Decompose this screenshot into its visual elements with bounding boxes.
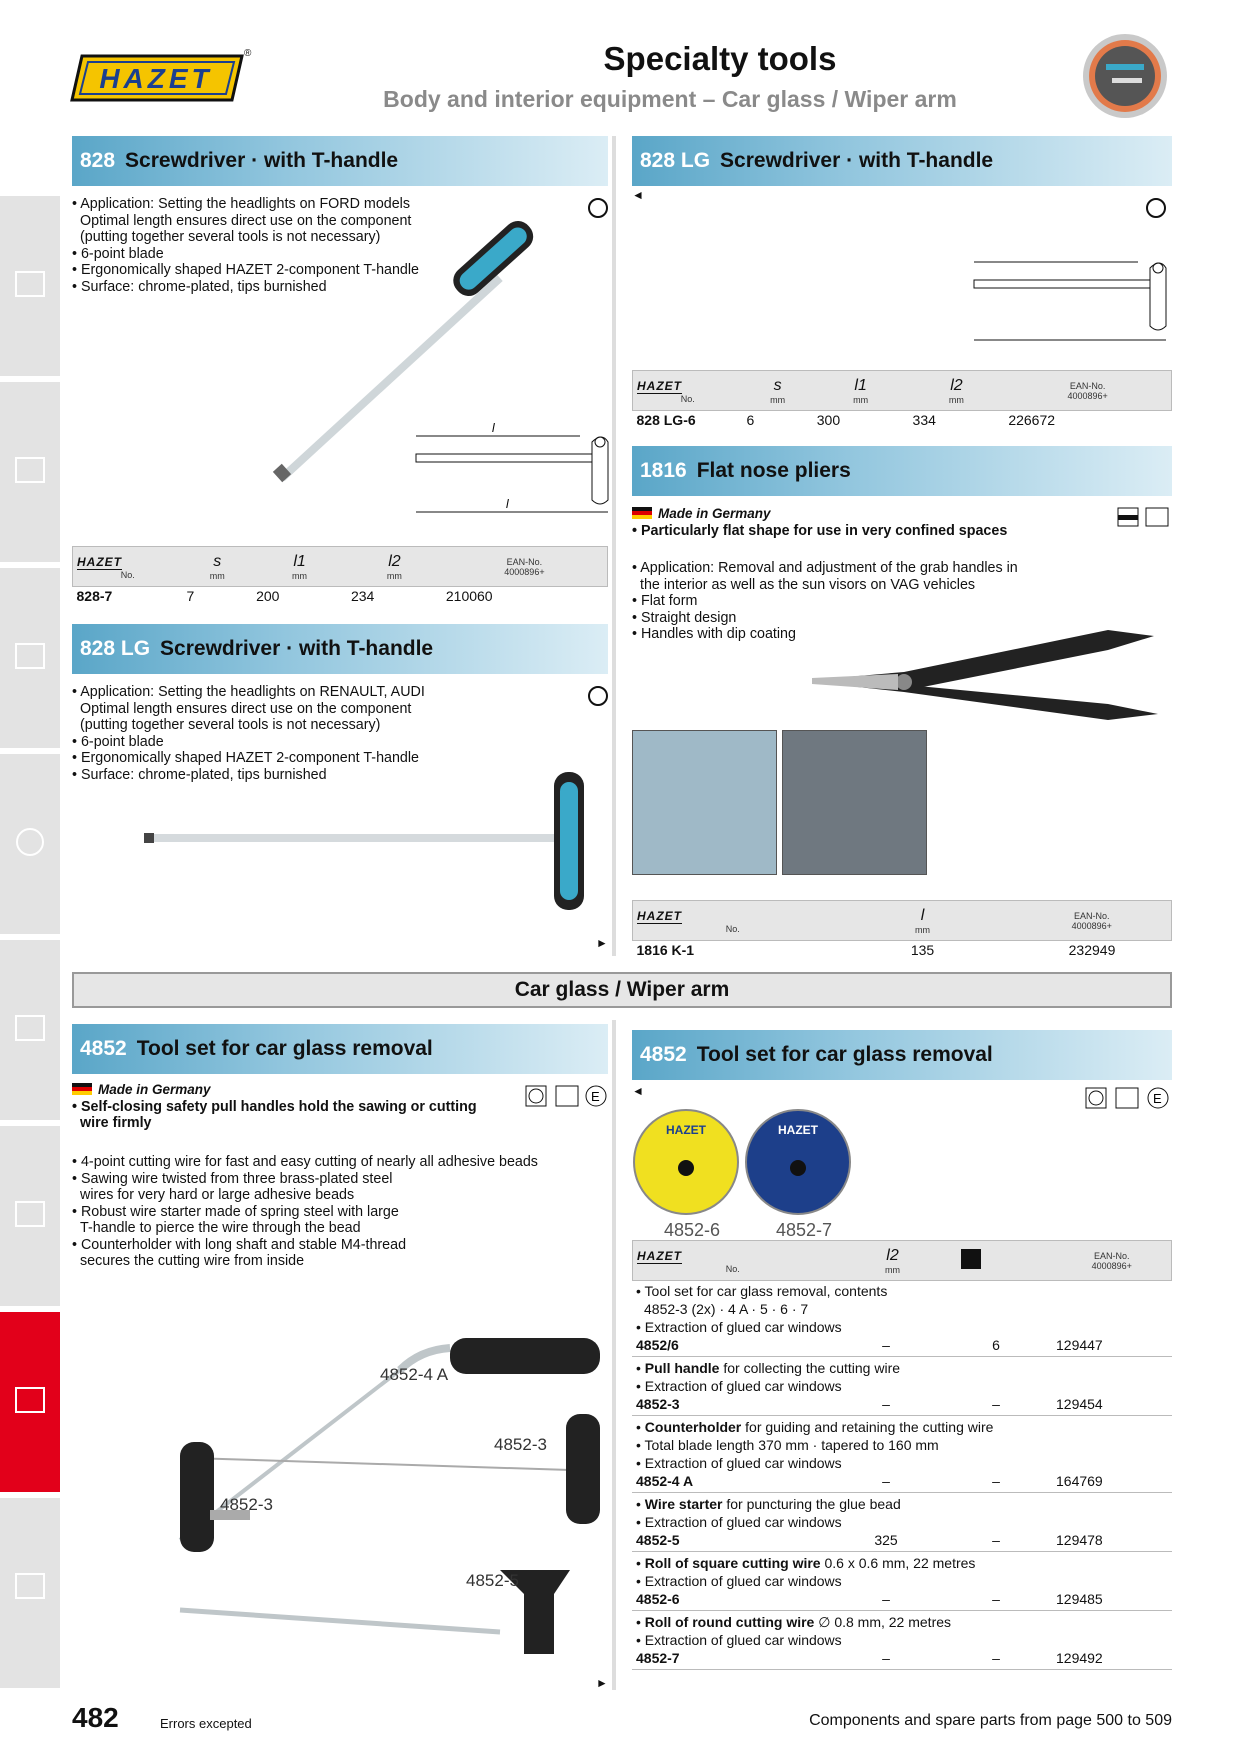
- section-828lg-right-header: 828 LG Screwdriver · with T-handle: [632, 136, 1172, 186]
- dimension-drawing: [412, 402, 612, 522]
- quantity-icon: [957, 1247, 985, 1271]
- s828-features: • Application: Setting the headlights on FORD models Optimal length ensures direct use on the component (putting together several tools is not necessary) • 6-point blade • Ergonomically shaped HAZET 2-component T-handle • Surface: chrome-plated, tips burnished: [72, 196, 419, 295]
- glass-tool-set-image: [170, 1330, 610, 1660]
- svg-text:l: l: [492, 421, 495, 435]
- german-flag-icon: [632, 507, 652, 519]
- wire-reels-image: [632, 1106, 872, 1246]
- tab-icon: [12, 1568, 48, 1604]
- list-item: • Pull handle for collecting the cutting wire • Extraction of glued car windows 4852-3 – – 129454: [632, 1357, 1172, 1416]
- section-828lg-header: 828 LG Screwdriver · with T-handle: [72, 624, 608, 674]
- s828lg-features: • Application: Setting the headlights on RENAULT, AUDI Optimal length ensures direct use on the component (putting together several tools is not necessary) • 6-point blade • Ergonomically shaped HAZET 2-component T-handle • Surface: chrome-plated, tips burnished: [72, 684, 425, 783]
- s828-spec-table: HAZET No. s mm l1 mm l2 mm EAN-No. 4000896+ 828-7 7 200 234 210060: [72, 546, 608, 606]
- tab-icon: [12, 824, 48, 860]
- s1816-features: • Application: Removal and adjustment of the grab handles in the interior as well as the sun visors on VAG vehicles • Flat form • Straight design • Handles with dip coating: [632, 560, 1018, 642]
- s1816-spec-table: HAZET No. l mm EAN-No. 4000896+ 1816 K-1 135 232949: [632, 900, 1172, 960]
- label-4852-3-b: 4852-3: [220, 1495, 273, 1514]
- s828lg-spec-table: HAZET No. s mm l1 mm l2 mm EAN-No. 4000896+ 828 LG-6 6 300 334 226672: [632, 370, 1172, 430]
- reel-label-6: 4852-6: [664, 1220, 721, 1240]
- s4852-spec-header: HAZET No. l2 mm EAN-No. 4000896+: [632, 1240, 1172, 1281]
- tab-icon: [12, 266, 48, 302]
- label-4852-5: 4852-5: [466, 1571, 519, 1590]
- pliers-usage-photo-2: [782, 730, 927, 875]
- section-4852-header: 4852 Tool set for car glass removal: [72, 1024, 608, 1074]
- sidetab-3[interactable]: [0, 568, 60, 748]
- tab-icon: [12, 1382, 48, 1418]
- list-item: • Counterholder for guiding and retaining the cutting wire • Total blade length 370 mm · tapered to 160 mm • Extraction of glued car windows 4852-4 A – – 164769: [632, 1416, 1172, 1493]
- back-arrow-icon: ◄: [632, 188, 644, 202]
- spare-parts-note: Components and spare parts from page 500 to 509: [809, 1712, 1172, 1729]
- section-1816-header: 1816 Flat nose pliers: [632, 446, 1172, 496]
- tab-icon: [12, 1196, 48, 1232]
- hex-profile-icon: [1146, 198, 1166, 218]
- sidetab-5[interactable]: [0, 940, 60, 1120]
- list-item: • Tool set for car glass removal, contents 4852-3 (2x) · 4 A · 5 · 6 · 7 • Extraction of glued car windows 4852/6 – 6 129447: [632, 1280, 1172, 1357]
- svg-text:E: E: [591, 1089, 600, 1104]
- sidetab-2[interactable]: [0, 382, 60, 562]
- page-subtitle: Body and interior equipment – Car glass / Wiper arm: [383, 86, 957, 112]
- tab-icon: [12, 452, 48, 488]
- hex-profile-icon: [588, 198, 608, 218]
- reel-label-7: 4852-7: [776, 1220, 833, 1240]
- s1816-intro: Made in Germany • Particularly flat shape for use in very confined spaces: [632, 506, 1008, 539]
- category-badge-icon: [1082, 28, 1168, 124]
- label-4852-4a: 4852-4 A: [380, 1365, 449, 1384]
- pliers-image: [808, 620, 1172, 740]
- list-item: • Roll of round cutting wire ∅ 0.8 mm, 22 metres • Extraction of glued car windows 4852-7 – – 129492: [632, 1611, 1172, 1670]
- svg-text:l: l: [506, 497, 509, 511]
- s4852-item-list: [632, 1280, 1172, 1670]
- svg-text:HAZET: HAZET: [99, 63, 213, 94]
- errors-note: Errors excepted: [160, 1716, 252, 1731]
- section-car-glass-bar: Car glass / Wiper arm: [72, 972, 1172, 1008]
- page-title: Specialty tools: [603, 40, 837, 77]
- usage-icons: [1116, 506, 1172, 528]
- sidetab-6[interactable]: [0, 1126, 60, 1306]
- s4852-features: • 4-point cutting wire for fast and easy cutting of nearly all adhesive beads • Sawing wire twisted from three brass-plated steel wires for very hard or large adhesive beads • Robust wire starter made of spring steel with large T-handle to pierce the wire through the bead • Counterholder with long shaft and stable M4-thread secures the cutting wire from inside: [72, 1154, 538, 1269]
- sidetab-7-active[interactable]: [0, 1312, 60, 1492]
- label-4852-3: 4852-3: [494, 1435, 547, 1454]
- s4852-intro: Made in Germany • Self-closing safety pull handles hold the sawing or cutting wire firmly: [72, 1082, 477, 1131]
- screwdriver-828lg-image: [140, 766, 610, 916]
- hazet-logo: [72, 48, 252, 104]
- hex-profile-icon: [588, 686, 608, 706]
- section-828-header: 828 Screwdriver · with T-handle: [72, 136, 608, 186]
- tab-icon: [12, 638, 48, 674]
- sidetab-8[interactable]: [0, 1498, 60, 1688]
- reel-brand-2: HAZET: [778, 1123, 818, 1137]
- sidetab-1[interactable]: [0, 196, 60, 376]
- continue-arrow-icon: ►: [596, 1676, 608, 1690]
- pliers-usage-photo-1: [632, 730, 777, 875]
- tab-icon: [12, 1010, 48, 1046]
- svg-text:®: ®: [244, 48, 252, 59]
- sidetab-4[interactable]: [0, 754, 60, 934]
- section-4852-right-header: 4852 Tool set for car glass removal: [632, 1030, 1172, 1080]
- continue-arrow-icon: ►: [596, 936, 608, 950]
- page-number: 482: [72, 1702, 119, 1733]
- german-flag-icon: [72, 1083, 92, 1095]
- list-item: • Roll of square cutting wire 0.6 x 0.6 mm, 22 metres • Extraction of glued car windows 4852-6 – – 129485: [632, 1552, 1172, 1611]
- dimension-drawing: [970, 232, 1170, 352]
- usage-icons: [524, 1084, 610, 1108]
- reel-brand-1: HAZET: [666, 1123, 706, 1137]
- svg-text:E: E: [1153, 1091, 1162, 1106]
- back-arrow-icon: ◄: [632, 1084, 644, 1098]
- list-item: • Wire starter for puncturing the glue bead • Extraction of glued car windows 4852-5 325 – 129478: [632, 1493, 1172, 1552]
- usage-icons: [1084, 1086, 1172, 1110]
